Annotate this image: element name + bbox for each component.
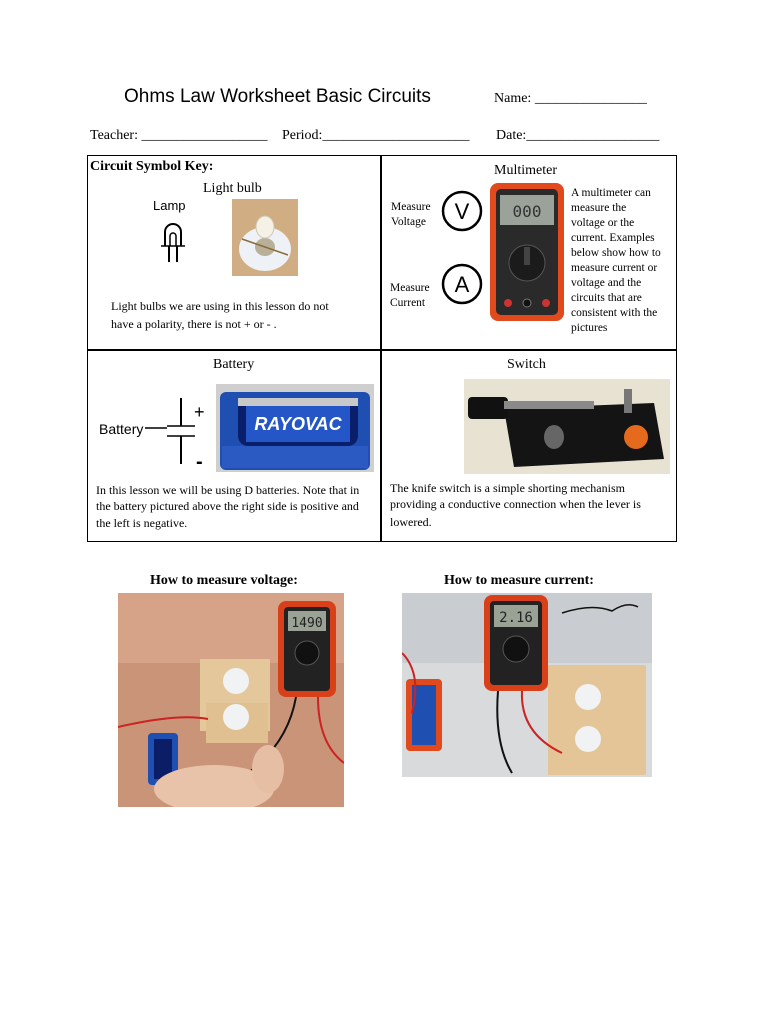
switch-desc-line-3: lowered. [390,515,432,529]
name-field: Name: ________________ [494,91,647,106]
light-bulb-title: Light bulb [203,181,262,196]
measure-voltage-label: Measure Voltage [391,201,431,228]
light-bulb-icon [232,199,298,276]
lamp-symbol-icon [155,216,195,266]
knife-switch-photo [464,379,670,474]
measure-current-photo [402,593,652,777]
ammeter-symbol-icon [441,263,483,305]
measure-current-label: Measure Current [390,282,430,309]
battery-desc-line-3: the left is negative. [96,516,188,530]
lamp-label: Lamp [153,198,186,213]
ammeter-symbol-letter: A [454,272,470,297]
switch-desc-line-1: The knife switch is a simple shorting mechanism [390,481,625,495]
table-divider-horizontal [87,349,677,351]
battery-desc-line-1: In this lesson we will be using D batteries. Note that in [96,483,360,497]
battery-desc-line-2: the battery pictured above the right side is positive and [96,499,359,513]
battery-title: Battery [213,357,255,372]
current-heading: How to measure current: [444,573,594,588]
voltage-heading: How to measure voltage: [150,573,298,588]
battery-symbol-label: Battery [99,421,144,437]
battery-minus-sign: - [196,451,203,473]
voltage-setup-icon [118,593,344,807]
voltmeter-symbol-icon [441,190,483,232]
date-field: Date:___________________ [496,128,660,143]
period-field: Period:_____________________ [282,128,470,143]
battery-holder-icon [216,384,374,472]
symbol-key-heading: Circuit Symbol Key: [90,159,214,174]
voltmeter-symbol-letter: V [454,199,470,224]
multimeter-title: Multimeter [494,163,557,178]
voltage-reading: 1490 [291,616,323,631]
bulb-note-line-1: Light bulbs we are using in this lesson do not [111,299,329,313]
multimeter-description: A multimeter can measure the voltage or the current. Examples below show how to measure current or voltage and the circuits that are consistent with the pictures [571,187,661,334]
battery-plus-sign: + [194,402,205,422]
battery-photo [216,384,374,472]
current-setup-icon [402,593,652,777]
bulb-note-line-2: have a polarity, there is not + or - . [111,317,277,331]
switch-title: Switch [507,357,546,372]
battery-brand: RAYOVAC [254,414,342,434]
measure-voltage-photo [118,593,344,807]
switch-desc-line-2: providing a conductive connection when the lever is [390,497,641,511]
multimeter-photo [488,181,566,323]
current-reading: 2.16 [499,610,533,626]
multimeter-icon [488,181,566,323]
page-title: Ohms Law Worksheet Basic Circuits [124,86,431,107]
multimeter-display-value: 000 [512,202,542,221]
light-bulb-photo [232,199,298,276]
teacher-field: Teacher: __________________ [90,128,268,143]
knife-switch-icon [464,379,670,474]
